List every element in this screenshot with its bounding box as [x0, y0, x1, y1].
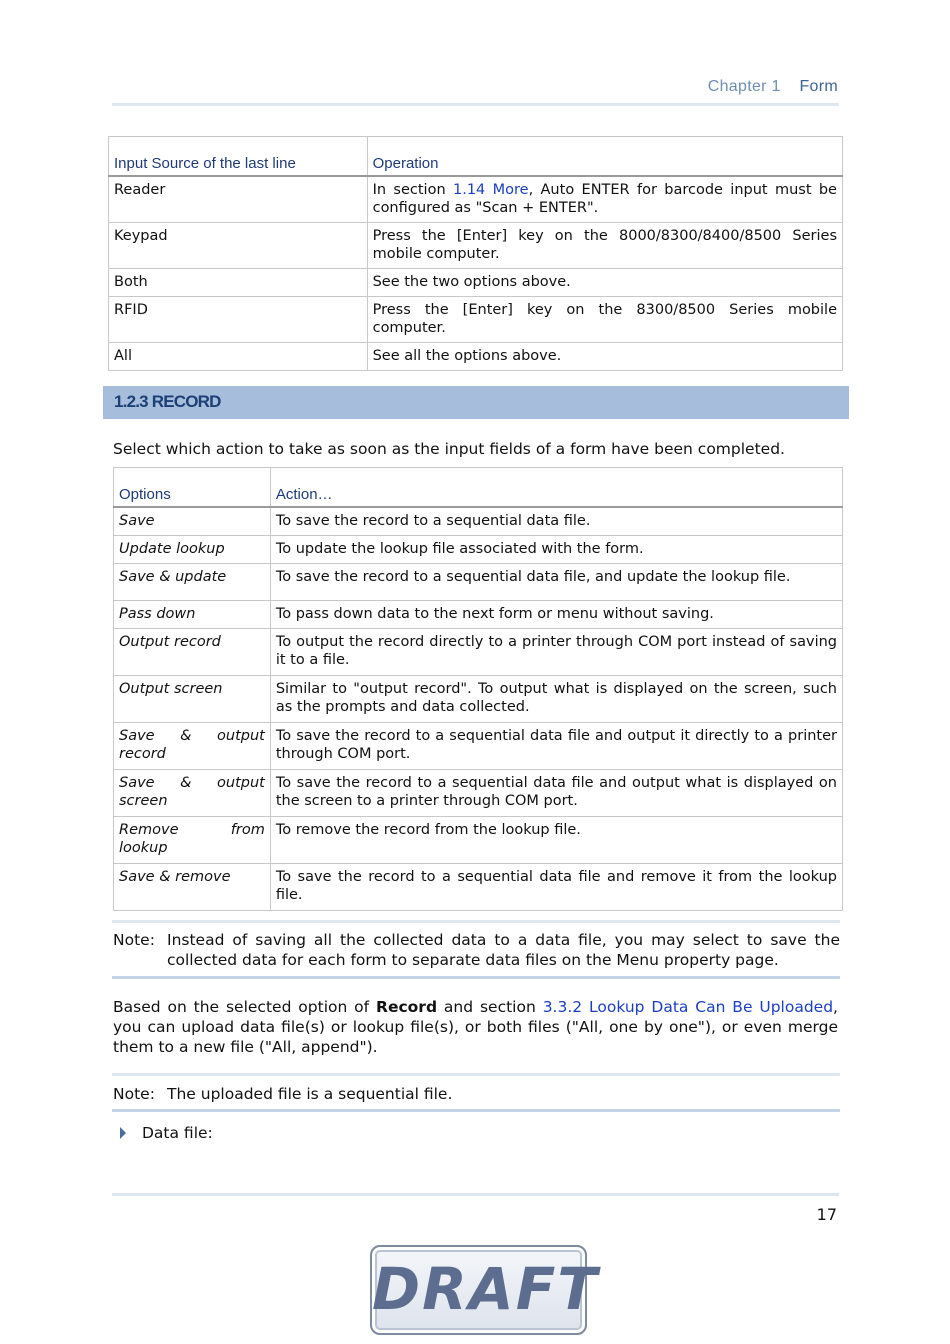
- column-header: Action…: [270, 468, 842, 508]
- note-box: [112, 1073, 840, 1112]
- source-cell: RFID: [109, 296, 368, 342]
- section-heading-bar: [103, 386, 849, 419]
- record-term: Record: [376, 998, 438, 1016]
- table-row: [114, 563, 843, 600]
- note-text: Instead of saving all the collected data to a data file, you may select to save the collected data for each form to separate data files on the Menu property page.: [167, 931, 840, 969]
- table-row: [109, 342, 843, 370]
- action-cell: Similar to "output record". To output what is displayed on the screen, such as the prompts and data collected.: [270, 675, 842, 722]
- table-row: [114, 600, 843, 628]
- column-header: Options: [114, 468, 271, 508]
- action-cell: To save the record to a sequential data file and output what is displayed on the screen to a printer through COM port.: [270, 769, 842, 816]
- table-row: [114, 675, 843, 722]
- action-cell: To save the record to a sequential data file, and update the lookup file.: [270, 563, 842, 600]
- operation-text: , Auto ENTER for barcode input must be configured as "Scan + ENTER".: [372, 182, 837, 216]
- table-row: [109, 268, 843, 296]
- upload-paragraph: [113, 997, 838, 1057]
- draft-watermark-text: DRAFT: [372, 1255, 599, 1323]
- option-cell: Remove from lookup: [114, 816, 271, 863]
- table-row: [114, 769, 843, 816]
- table-row: [114, 535, 843, 563]
- action-cell: To remove the record from the lookup file.: [270, 816, 842, 863]
- source-cell: Reader: [109, 176, 368, 222]
- table-header-row: [109, 137, 843, 177]
- option-cell: Update lookup: [114, 535, 271, 563]
- input-source-table: [108, 136, 843, 371]
- table-row: [114, 628, 843, 675]
- column-header: Operation: [367, 137, 842, 177]
- bullet-text: Data file:: [142, 1124, 213, 1142]
- column-header: Input Source of the last line: [109, 137, 368, 177]
- footer-rule: [112, 1193, 839, 1196]
- table-header-row: [114, 468, 843, 508]
- option-cell: Save: [114, 507, 271, 535]
- note-text: The uploaded file is a sequential file.: [167, 1085, 453, 1103]
- intro-paragraph: Select which action to take as soon as the input fields of a form have been completed.: [113, 440, 785, 458]
- note-label: Note:: [113, 1085, 155, 1103]
- option-cell: Save & output screen: [114, 769, 271, 816]
- note-box: [112, 920, 840, 979]
- section-link[interactable]: 3.3.2 Lookup Data Can Be Uploaded: [542, 998, 834, 1016]
- operation-cell: Press the [Enter] key on the 8300/8500 Series mobile computer.: [367, 296, 842, 342]
- paragraph-text: Based on the selected option of: [113, 998, 377, 1016]
- section-title: 1.2.3 RECORD: [114, 392, 221, 411]
- record-options-table: [113, 467, 843, 911]
- action-cell: To save the record to a sequential data file.: [270, 507, 842, 535]
- section-link[interactable]: 1.14 More: [452, 182, 529, 198]
- option-cell: Output screen: [114, 675, 271, 722]
- chapter-title: Form: [799, 78, 838, 95]
- source-cell: All: [109, 342, 368, 370]
- operation-cell: Press the [Enter] key on the 8000/8300/8400/8500 Series mobile computer.: [367, 222, 842, 268]
- table-row: [109, 222, 843, 268]
- paragraph-text: and section: [437, 998, 543, 1016]
- triangle-bullet-icon: [120, 1127, 126, 1139]
- source-cell: Keypad: [109, 222, 368, 268]
- operation-cell: See all the options above.: [367, 342, 842, 370]
- operation-text: In section: [372, 182, 453, 198]
- paragraph-text: , you can upload data file(s) or lookup file(s), or both files ("All, one by one"), or even merge them to a new file ("All, append").: [113, 998, 838, 1056]
- action-cell: To update the lookup file associated with the form.: [270, 535, 842, 563]
- operation-cell: See the two options above.: [367, 268, 842, 296]
- table-row: [114, 816, 843, 863]
- option-cell: Save & update: [114, 563, 271, 600]
- running-header: [708, 78, 838, 96]
- table-row: [114, 722, 843, 769]
- page-number: 17: [816, 1205, 837, 1224]
- table-row: [109, 176, 843, 222]
- operation-cell: [367, 176, 842, 222]
- option-cell: Save & output record: [114, 722, 271, 769]
- option-cell: Pass down: [114, 600, 271, 628]
- table-row: [109, 296, 843, 342]
- action-cell: To save the record to a sequential data file and output it directly to a printer through COM port.: [270, 722, 842, 769]
- source-cell: Both: [109, 268, 368, 296]
- action-cell: To pass down data to the next form or menu without saving.: [270, 600, 842, 628]
- chapter-label: Chapter 1: [707, 78, 781, 95]
- action-cell: To save the record to a sequential data file and remove it from the lookup file.: [270, 863, 842, 910]
- option-cell: Output record: [114, 628, 271, 675]
- action-cell: To output the record directly to a printer through COM port instead of saving it to a file.: [270, 628, 842, 675]
- table-row: [114, 507, 843, 535]
- option-cell: Save & remove: [114, 863, 271, 910]
- note-label: Note:: [113, 931, 155, 949]
- table-row: [114, 863, 843, 910]
- bullet-item: [120, 1124, 213, 1142]
- header-rule: [112, 103, 839, 106]
- draft-watermark: [370, 1245, 599, 1335]
